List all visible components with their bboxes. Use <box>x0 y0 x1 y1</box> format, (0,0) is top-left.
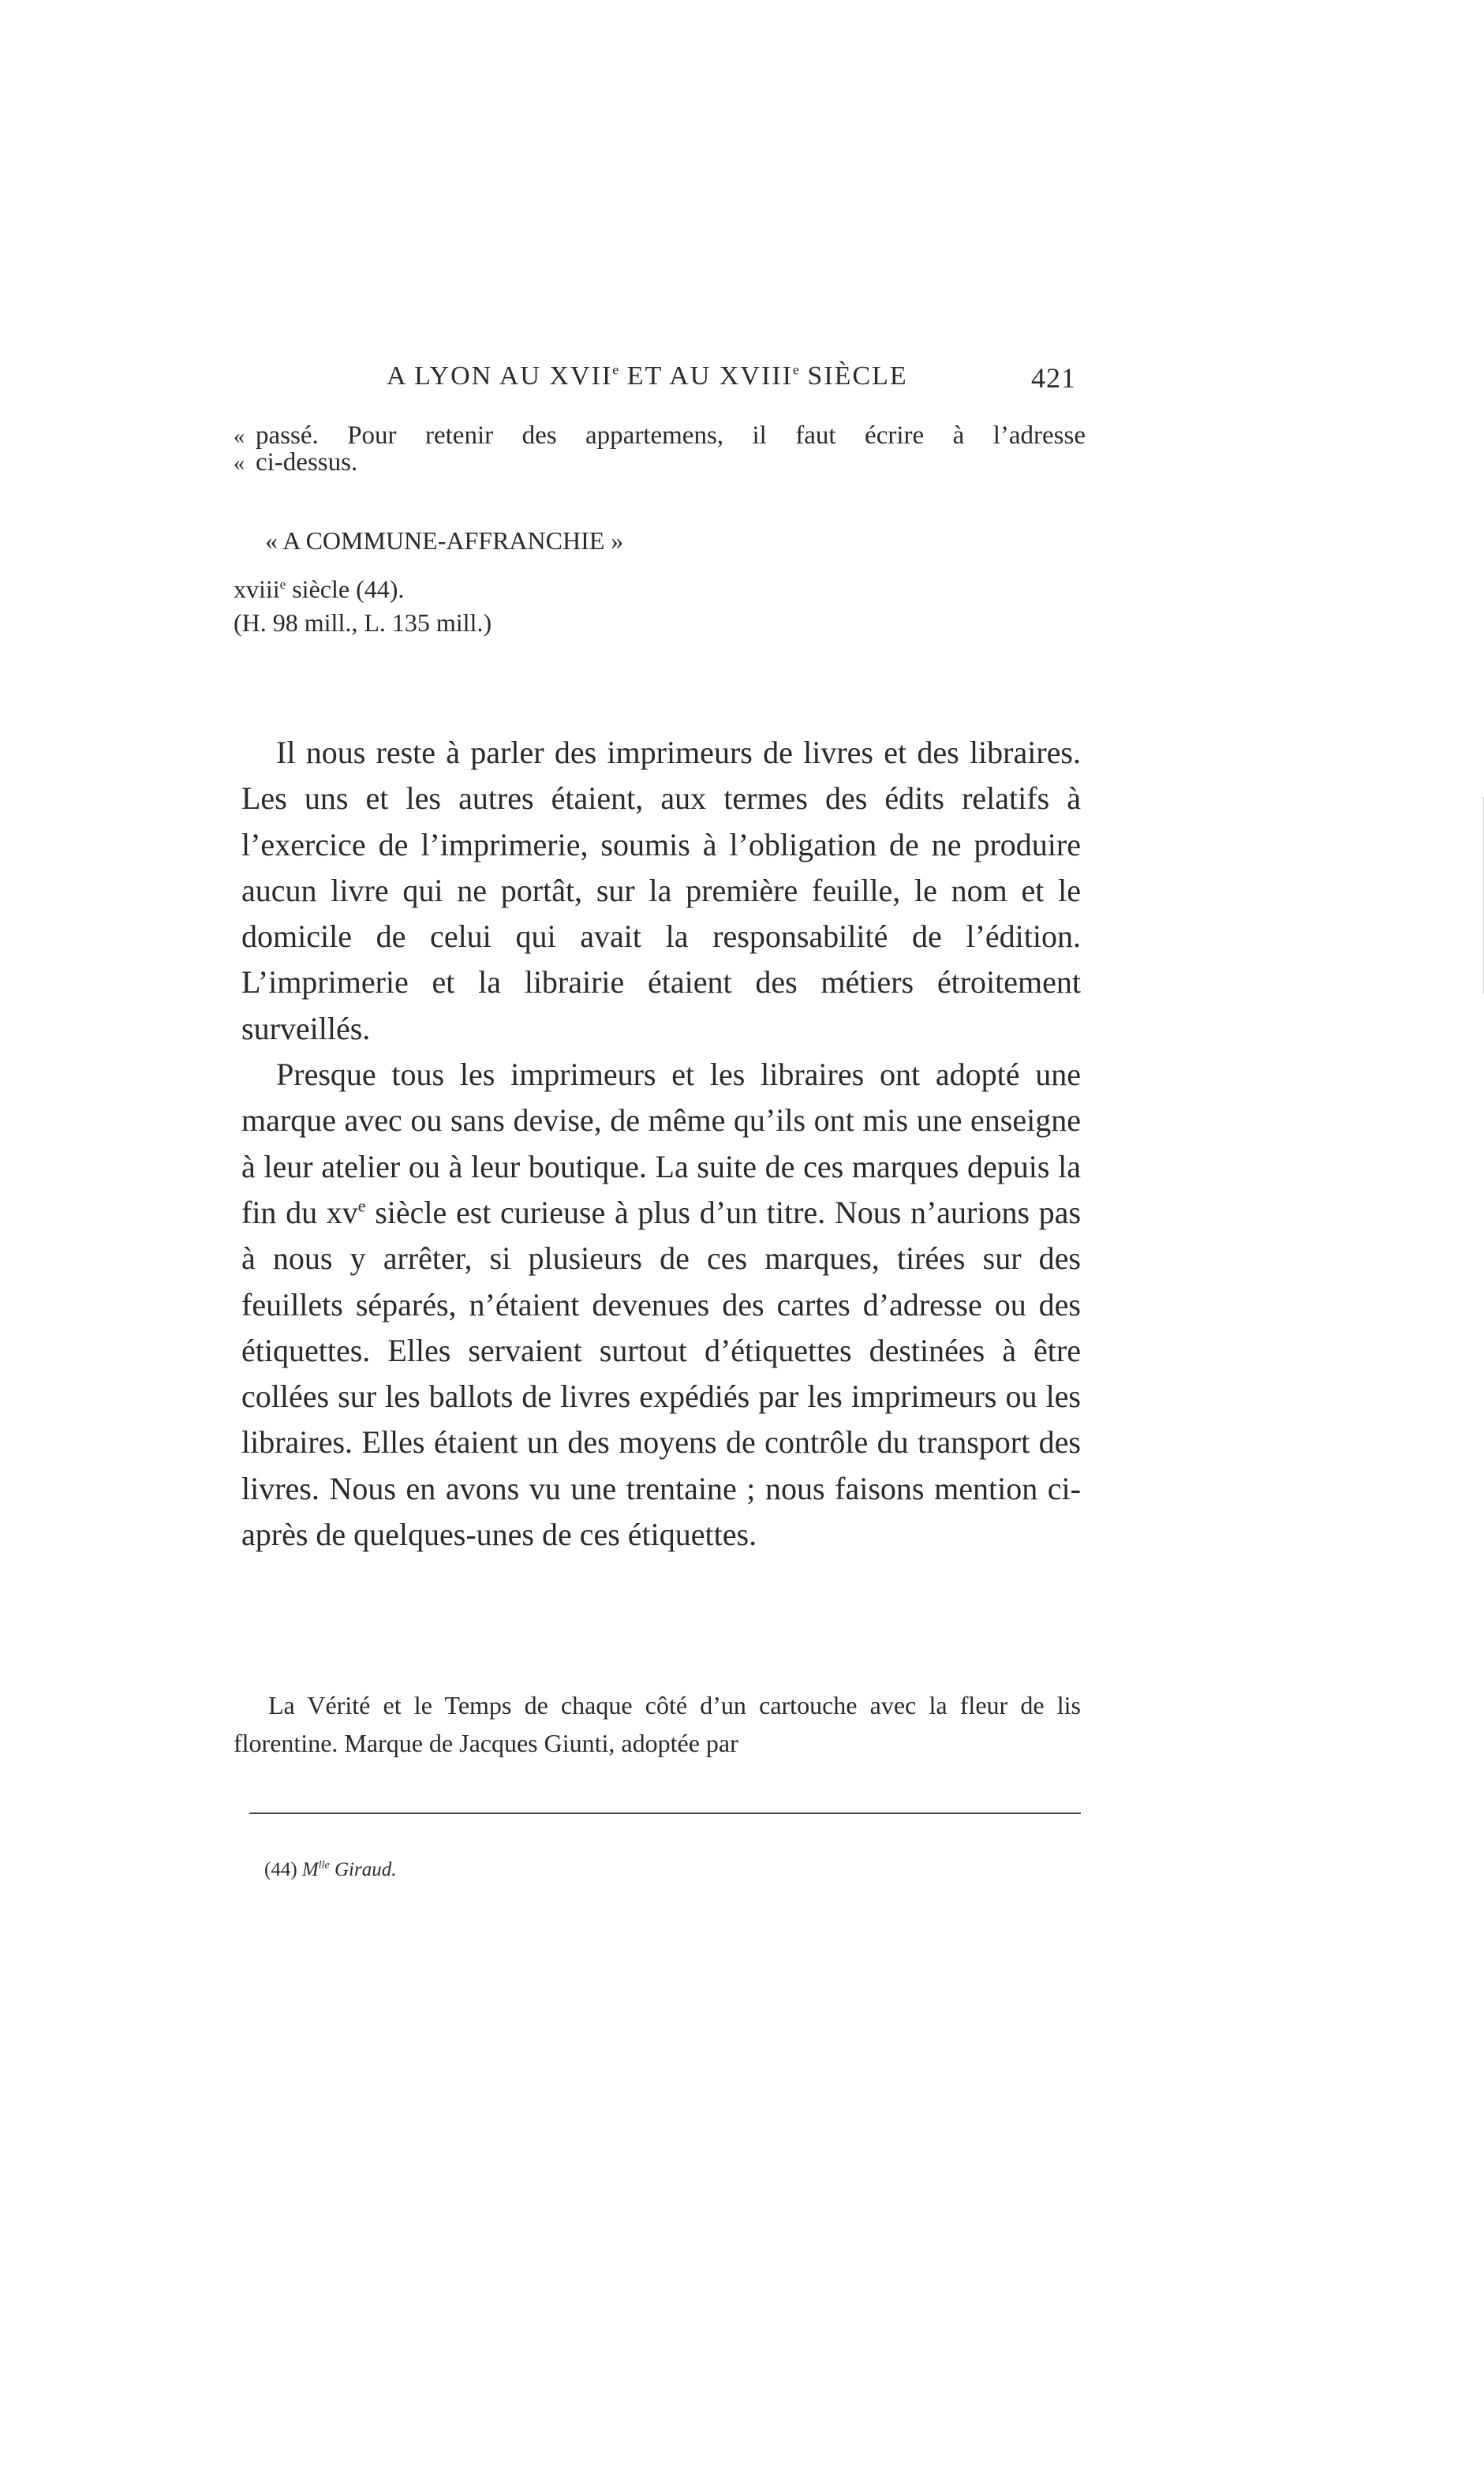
label-caption <box>234 527 944 636</box>
caption-dimensions: (H. 98 mill., L. 135 mill.) <box>234 608 492 637</box>
paragraph-part: siècle est curieuse à plus d’un titre. Nous n’aurions pas à nous y arrêter, si plusieurs de ces marques, tirées sur des feuillets séparés, n’étaient devenues des cartes d’adresse ou des étiquettes. Elles servaient surtout d’étiquettes destinées à être collées sur les ballots de livres expédiés par les imprimeurs ou les libraires. Elles étaient un des moyens de contrôle du transport des livres. Nous en avons vu une trentaine ; nous faisons mention ci-après de quelques-unes de ces étiquettes. <box>241 1194 1082 1553</box>
page-number: 421 <box>1031 362 1076 394</box>
running-head-part: ET AU XVIII <box>619 361 793 391</box>
mark-description <box>234 1686 1081 1762</box>
caption-century-rest: siècle (44). <box>286 574 405 604</box>
caption-century-line <box>234 571 944 604</box>
paragraph-part: Presque tous les imprimeurs et les libraires ont adopté une marque avec ou sans devise, de même qu’ils ont mis une enseigne à leur atelier ou à leur boutique. La suite de ces marques depuis la fin du xv <box>241 1057 1081 1230</box>
quoted-advertisement <box>234 422 1086 476</box>
paragraph: Il nous reste à parler des imprimeurs de livres et des libraires. Les uns et les autres étaient, aux termes des édits relatifs à l’exercice de l’imprimerie, soumis à l’obligation de ne produire aucun livre qui ne portât, sur la première feuille, le nom et le domicile de celui qui avait la responsabilité de l’édition. L’imprimerie et la librairie étaient des métiers étroitement surveillés. <box>241 735 1081 1046</box>
footnote-name-part: Giraud. <box>329 1859 397 1880</box>
footnote-name-part: M <box>301 1859 319 1880</box>
footnote-name <box>302 1859 397 1880</box>
paragraph <box>241 1052 1081 1558</box>
footnote-name-sup: lle <box>318 1859 330 1872</box>
footnote <box>264 1859 396 1881</box>
running-head-part: SIÈCLE <box>798 361 908 391</box>
guillemet-mark: « <box>234 425 245 449</box>
mark-description-text: La Vérité et le Temps de chaque côté d’un cartouche avec la fleur de lis florentine. Marque de Jacques Giunti, adoptée par <box>234 1691 1081 1757</box>
caption-century: xviii <box>234 574 280 604</box>
quote-line-text: passé. Pour retenir des appartemens, il faut écrire à l’adresse <box>256 421 1086 450</box>
quote-line <box>234 422 1086 449</box>
running-head-sup: e <box>792 361 799 378</box>
running-head-sup: e <box>612 361 619 378</box>
running-head-title <box>387 361 908 391</box>
guillemet-mark: « <box>234 451 245 476</box>
running-head-part: A LYON AU XVII <box>387 361 613 391</box>
quote-line <box>234 449 1086 476</box>
running-header <box>387 361 1097 401</box>
caption-title-line <box>234 527 944 554</box>
guillemet-mark: « <box>265 526 278 555</box>
quote-line-text: ci-dessus. <box>256 448 358 477</box>
guillemet-mark: » <box>611 526 624 555</box>
caption-century-sup: e <box>279 577 286 592</box>
footnote-divider <box>249 1812 1081 1814</box>
caption-title: A COMMUNE-AFFRANCHIE <box>278 526 611 555</box>
body-text <box>241 730 1081 1558</box>
footnote-number: (44) <box>264 1859 302 1880</box>
paragraph-sup: e <box>357 1195 366 1216</box>
